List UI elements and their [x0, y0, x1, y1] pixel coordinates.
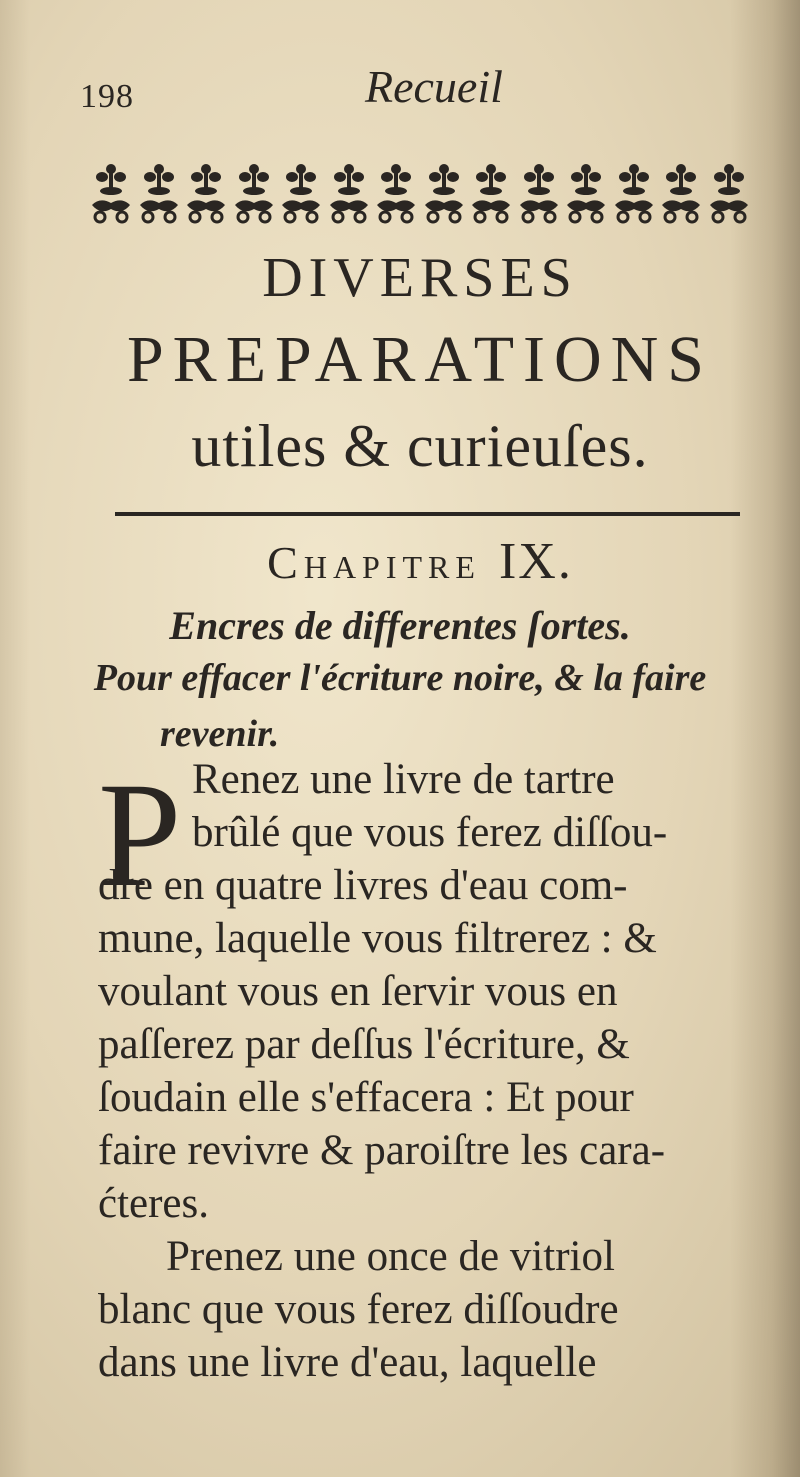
body-line: Renez une livre de tartre [192, 756, 615, 803]
fleuron-icon [468, 161, 514, 227]
body-line: dans une livre d'eau, laquelle [98, 1339, 597, 1386]
fleuron-icon [183, 161, 229, 227]
fleuron-icon [563, 161, 609, 227]
heading-line-3: utiles & curieuſes. [191, 413, 649, 479]
chapter-number: IX. [498, 533, 573, 590]
subtitle-line-2: Pour effacer l'écriture noire, & la faire [93, 657, 707, 699]
fleuron-icon [516, 161, 562, 227]
body-line: blanc que vous ferez diſſoudre [98, 1286, 619, 1333]
fleuron-icon [88, 161, 134, 227]
chapter-heading [100, 532, 740, 591]
body-line: ćteres. [98, 1180, 210, 1227]
fleuron-icon [373, 161, 419, 227]
page-edge-shadow [0, 0, 30, 1477]
drop-cap: P [98, 752, 182, 918]
heading-line-2: PREPARATIONS [126, 323, 714, 396]
fleuron-icon [136, 161, 182, 227]
body-line: Prenez une once de vitriol [166, 1233, 615, 1280]
body-line: brûlé que vous ferez diſſou- [192, 809, 668, 856]
fleuron-icon [326, 161, 372, 227]
page-number: 198 [80, 78, 134, 115]
body-line: faire revivre & paroiſtre les cara- [98, 1127, 666, 1174]
horizontal-rule [115, 512, 740, 516]
fleuron-icon [706, 161, 752, 227]
running-head [80, 60, 740, 120]
fleuron-icon [658, 161, 704, 227]
fleuron-icon [611, 161, 657, 227]
subtitle-line-1: Encres de differentes ſortes. [169, 603, 631, 648]
heading-line-1: DIVERSES [262, 247, 578, 309]
fleuron-icon [278, 161, 324, 227]
fleuron-icon [231, 161, 277, 227]
body-line: dre en quatre livres d'eau com- [98, 862, 628, 909]
body-line: mune, laquelle vous filtrerez : & [98, 915, 657, 962]
body-line: paſſerez par deſſus l'écriture, & [98, 1021, 630, 1068]
body-line: ſoudain elle s'effacera : Et pour [98, 1074, 634, 1121]
running-title: Recueil [365, 61, 503, 112]
fleuron-ornament-band [88, 158, 752, 230]
body-line: voulant vous en ſervir vous en [98, 968, 618, 1015]
subtitle-line-3: revenir. [160, 713, 280, 755]
fleuron-icon [421, 161, 467, 227]
chapter-label: Chapitre [267, 537, 481, 588]
